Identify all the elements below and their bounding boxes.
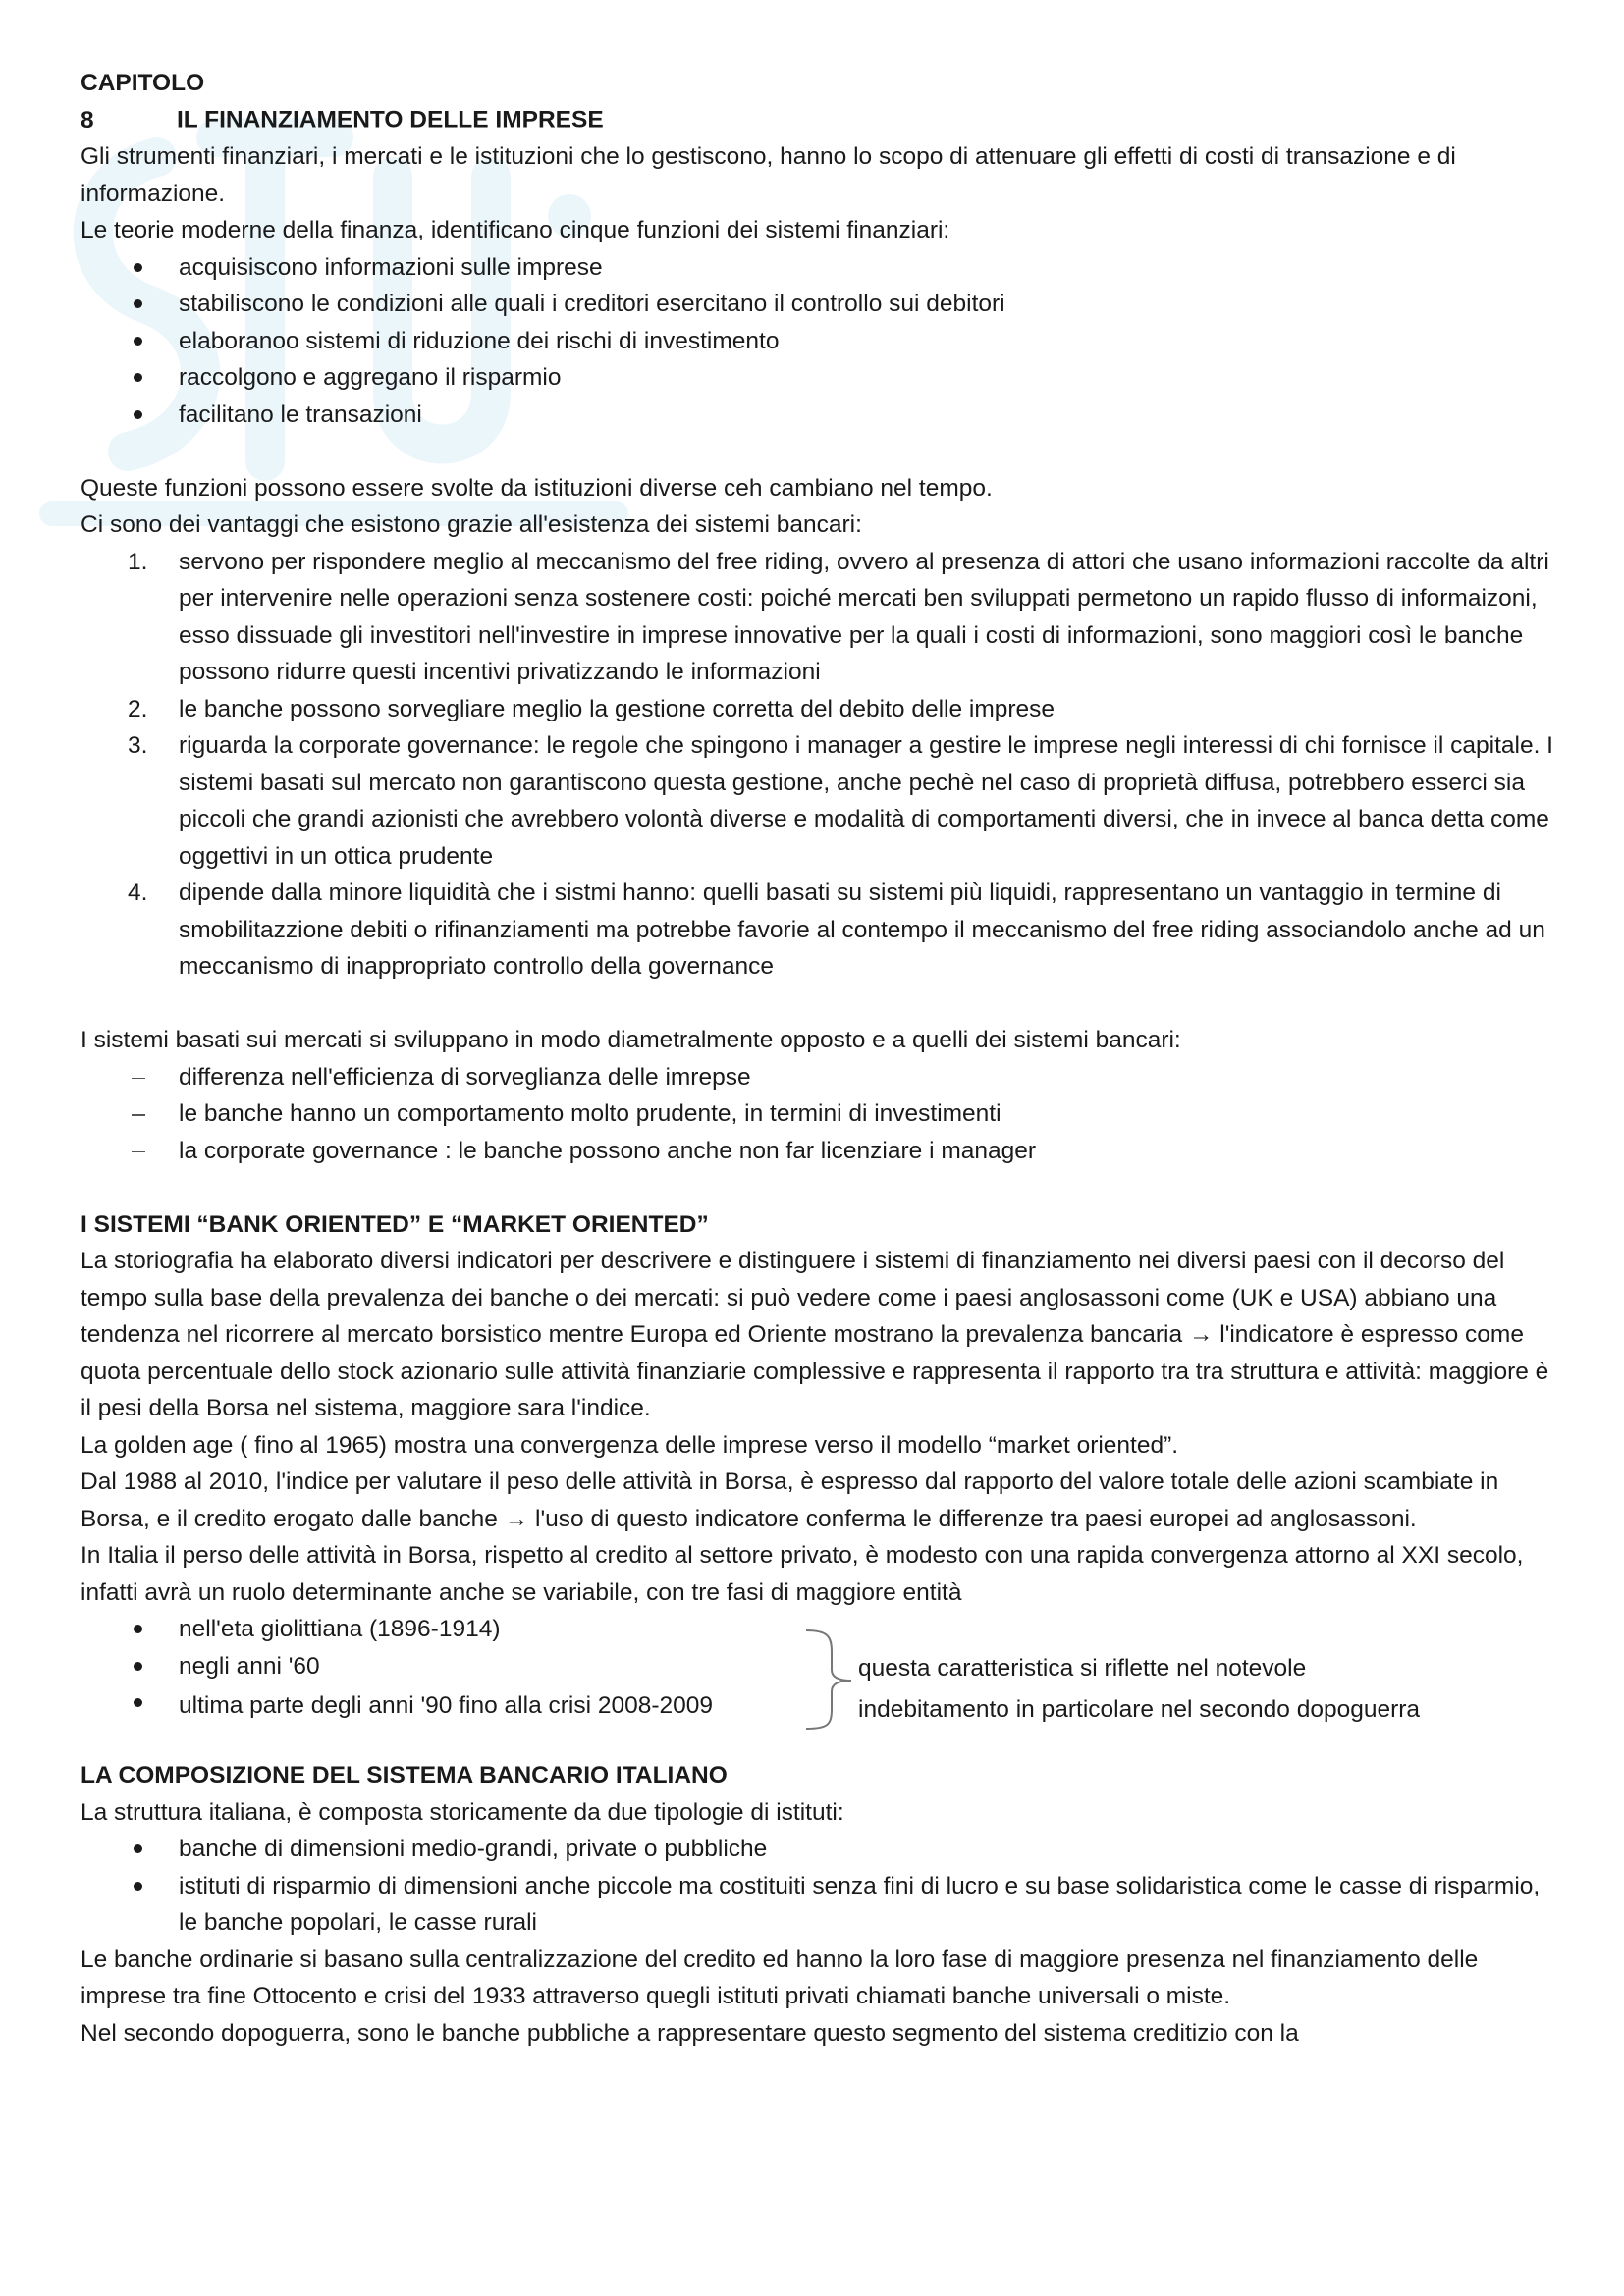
paragraph: Nel secondo dopoguerra, sono le banche pubbliche a rappresentare questo segmento del sistema creditizio con la [81, 2019, 1299, 2047]
paragraph: La storiografia ha elaborato diversi indicatori per descrivere e distinguere i sistemi di finanziamento nei diversi paesi con il decorso del tempo sulla base della prevalenza dei banche o dei mercati: si può vedere come i paesi anglosassoni come (UK e USA) abbiano una tendenza nel ricorrere al mercato borsistico mentre Europa ed Oriente mostrano la prevalenza bancaria → l'indicatore è espresso come quota percentuale dello stock azionario sulle attività finanziarie complessive e rappresenta il rapporto tra tra struttura e attività: maggiore è il pesi della Borsa nel sistema, maggiore sara l'indice. [81, 1248, 1549, 1421]
chapter-title: IL FINANZIAMENTO DELLE IMPRESE [177, 106, 604, 133]
brace-annotation-line: indebitamento in particolare nel secondo dopoguerra [858, 1695, 1421, 1723]
paragraph: Dal 1988 al 2010, l'indice per valutare il peso delle attività in Borsa, è espresso dal rapporto del valore totale delle azioni scambiate in Borsa, e il credito erogato dalle banche → l'uso di questo indicatore conferma le differenze tra paesi europei ad anglosassoni. [81, 1468, 1499, 1532]
list-item: nell'eta giolittiana (1896-1914) [81, 1611, 827, 1648]
curly-brace [802, 1627, 857, 1733]
paragraph: La struttura italiana, è composta storicamente da due tipologie di istituti: [81, 1798, 844, 1826]
phases-block [81, 1611, 1553, 1728]
list-item: istituti di risparmio di dimensioni anche piccole ma costituiti senza fini di lucro e su base solidaristica come le casse di risparmio, le banche popolari, le casse rurali [81, 1868, 1553, 1942]
functions-list [81, 249, 1553, 434]
advantages-intro-2: Ci sono dei vantaggi che esistono grazie all'esistenza dei sistemi bancari: [81, 511, 862, 538]
section-heading: I SISTEMI “BANK ORIENTED” E “MARKET ORIENTED” [81, 1210, 709, 1238]
advantages-list [81, 544, 1553, 986]
chapter-number: CAPITOLO 8 [81, 70, 205, 133]
list-item: elaboranoo sistemi di riduzione dei rischi di investimento [81, 323, 1553, 360]
intro-paragraph: Gli strumenti finanziari, i mercati e le istituzioni che lo gestiscono, hanno lo scopo di attenuare gli effetti di costi di transazione e di informazione. [81, 143, 1456, 207]
list-item: 3. riguarda la corporate governance: le regole che spingono i manager a gestire le imprese negli interessi di chi fornisce il capitale. I sistemi basati sul mercato non garantiscono questa gestione, anche pechè nel caso di proprietà diffusa, potrebbero esserci sia piccoli che grandi azionisti che avrebbero volontà diverse e modalità di comportamenti diversi, che in invece al banca detta come oggettivi in un ottica prudente [128, 732, 1553, 870]
list-item: differenza nell'efficienza di sorveglianza delle imrepse [81, 1059, 1553, 1096]
list-item: 2. le banche possono sorvegliare meglio la gestione corretta del debito delle imprese [128, 695, 1056, 722]
list-item: ultima parte degli anni '90 fino alla crisi 2008-2009 [81, 1684, 827, 1728]
institutes-list [81, 1831, 1553, 1942]
list-item: le banche hanno un comportamento molto prudente, in termini di investimenti [81, 1095, 1553, 1133]
document-page [81, 65, 1553, 2052]
brace-annotation [858, 1648, 1604, 1731]
list-item: negli anni '60 [81, 1648, 827, 1685]
list-item: la corporate governance : le banche possono anche non far licenziare i manager [81, 1133, 1553, 1170]
list-item: 1. servono per rispondere meglio al meccanismo del free riding, ovvero al presenza di attori che usano informazioni raccolte da altri per intervenire nelle operazioni senza sostenere costi: poiché mercati ben sviluppati permetono un rapido flusso di informaizoni, esso dissuade gli investitori nell'investire in imprese innovative per la quali i costi di informazioni, sono maggiori così le banche possono ridurre questi incentivi privatizzando le informazioni [128, 548, 1549, 685]
paragraph: In Italia il perso delle attività in Borsa, rispetto al credito al settore privato, è modesto con una rapida convergenza attorno al XXI secolo, infatti avrà un ruolo determinante anche se variabile, con tre fasi di maggiore entità [81, 1542, 1524, 1606]
paragraph: La golden age ( fino al 1965) mostra una convergenza delle imprese verso il modello “market oriented”. [81, 1431, 1179, 1459]
list-item: raccolgono e aggregano il risparmio [81, 359, 1553, 397]
markets-intro: I sistemi basati sui mercati si sviluppano in modo diametralmente opposto e a quelli dei sistemi bancari: [81, 1027, 1181, 1053]
brace-annotation-line: questa caratteristica si riflette nel notevole [858, 1654, 1307, 1682]
list-item: 4. dipende dalla minore liquidità che i sistmi hanno: quelli basati su sistemi più liquidi, rappresentano un vantaggio in termine di smobilitazzione debiti o rifinanziamenti ma potrebbe favorie al contempo il meccanismo del free riding associandolo anche ad un meccanismo di inappropriato controllo della governance [128, 880, 1545, 980]
list-item: facilitano le transazioni [81, 397, 1553, 434]
functions-intro: Le teorie moderne della finanza, identificano cinque funzioni dei sistemi finanziari: [81, 217, 950, 243]
list-item: stabiliscono le condizioni alle quali i creditori esercitano il controllo sui debitori [81, 286, 1553, 323]
chapter-heading [81, 65, 1553, 138]
advantages-intro-1: Queste funzioni possono essere svolte da istituzioni diverse ceh cambiano nel tempo. [81, 474, 993, 502]
markets-list [81, 1059, 1553, 1170]
paragraph: Le banche ordinarie si basano sulla centralizzazione del credito ed hanno la loro fase di maggiore presenza nel finanziamento delle imprese tra fine Ottocento e crisi del 1933 attraverso quegli istituti privati chiamati banche universali o miste. [81, 1946, 1479, 2009]
list-item: acquisiscono informazioni sulle imprese [81, 249, 1553, 287]
section-heading: LA COMPOSIZIONE DEL SISTEMA BANCARIO ITALIANO [81, 1762, 728, 1789]
list-item: banche di dimensioni medio-grandi, private o pubbliche [81, 1831, 1553, 1868]
phases-list [81, 1611, 827, 1728]
